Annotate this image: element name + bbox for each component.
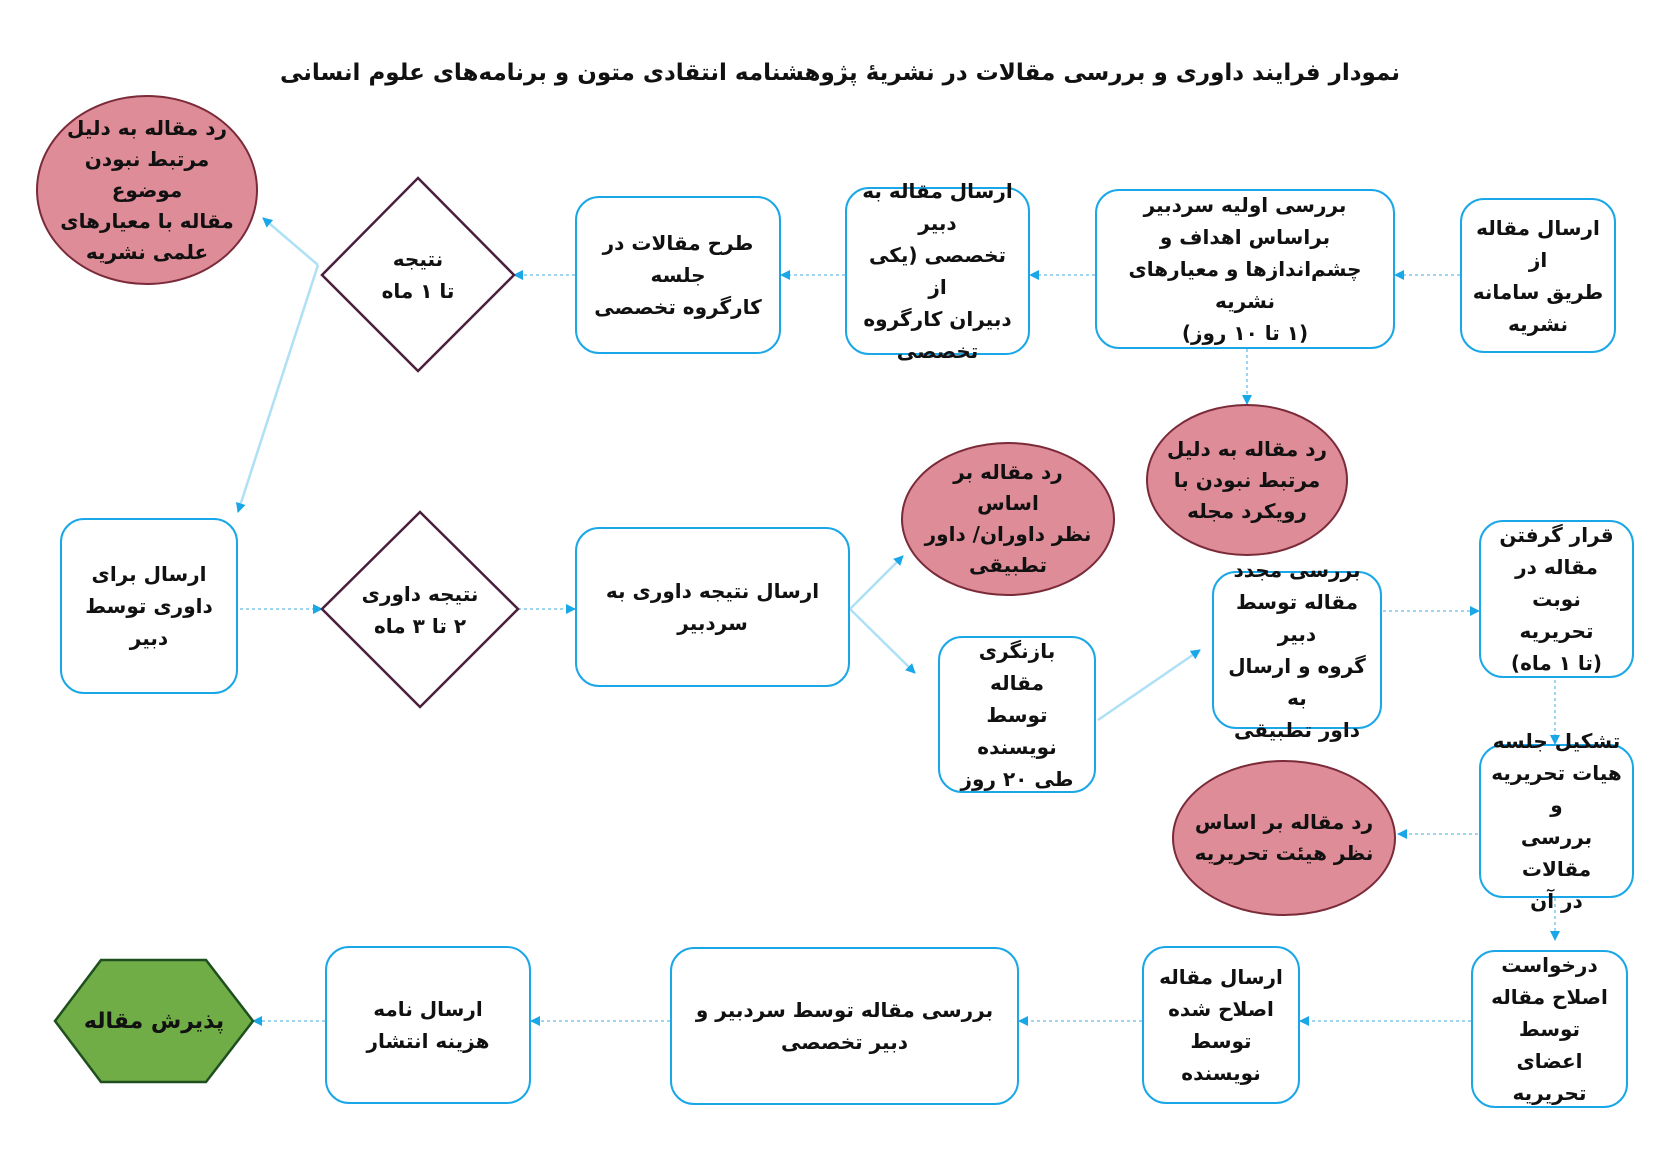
node-send-result-editor: ارسال نتیجه داوری به سردبیر [575,527,850,687]
arrow-editor-to-reject-reviewers [850,556,903,609]
decision-result-1m: نتیجه تا ۱ ماه [381,246,455,303]
node-submit: ارسال مقاله از طریق سامانه نشریه [1460,198,1616,353]
reject-journal-approach: رد مقاله به دلیل مرتبط نبودن با رویکرد مجله [1146,404,1348,556]
arrow-result-to-send-review [238,265,318,512]
node-author-revision: بازنگری مقاله توسط نویسنده طی ۲۰ روز [938,636,1096,793]
node-final-check: بررسی مقاله توسط سردبیر و دبیر تخصصی [670,947,1019,1105]
node-editorial-queue: قرار گرفتن مقاله در نوبت تحریریه (تا ۱ ماه) [1479,520,1634,678]
reject-scientific: رد مقاله به دلیل مرتبط نبودن موضوع مقاله با معیارهای علمی نشریه [36,95,258,285]
decision-review-result: نتیجه داوری ۲ تا ۳ ماه [361,581,479,638]
node-recheck-group: بررسی مجدد مقاله توسط دبیر گروه و ارسال به داور تطبیقی [1212,571,1382,729]
node-accept: پذیرش مقاله [83,1008,225,1034]
arrow-editor-to-revision [850,609,915,673]
arrow-result-to-reject-scientific [263,218,318,265]
page-title: نمودار فرایند داوری و بررسی مقالات در نشریۀ پژوهشنامه انتقادی متون و برنامه‌های علوم انسانی [279,60,1401,86]
node-workgroup-meeting: طرح مقالات در جلسه کارگروه تخصصی [575,196,781,354]
node-board-meeting: تشکیل جلسه هیات تحریریه و بررسی مقالات در آن [1479,744,1634,898]
node-send-review: ارسال برای داوری توسط دبیر [60,518,238,694]
node-send-corrected: ارسال مقاله اصلاح شده توسط نویسنده [1142,946,1300,1104]
node-send-specialist: ارسال مقاله به دبیر تخصصی (یکی از دبیران کارگروه تخصصی [845,187,1030,355]
reject-board: رد مقاله بر اساس نظر هیئت تحریریه [1172,760,1396,916]
arrow-revision-to-recheck [1098,650,1200,720]
reject-reviewers: رد مقاله بر اساس نظر داوران/ داور تطبیقی [901,442,1115,596]
node-fee-letter: ارسال نامه هزینه انتشار [325,946,531,1104]
node-initial-review: بررسی اولیه سردبیر براساس اهداف و چشم‌اندازها و معیارهای نشریه (۱ تا ۱۰ روز) [1095,189,1395,349]
node-request-correction: درخواست اصلاح مقاله توسط اعضای تحریریه [1471,950,1628,1108]
